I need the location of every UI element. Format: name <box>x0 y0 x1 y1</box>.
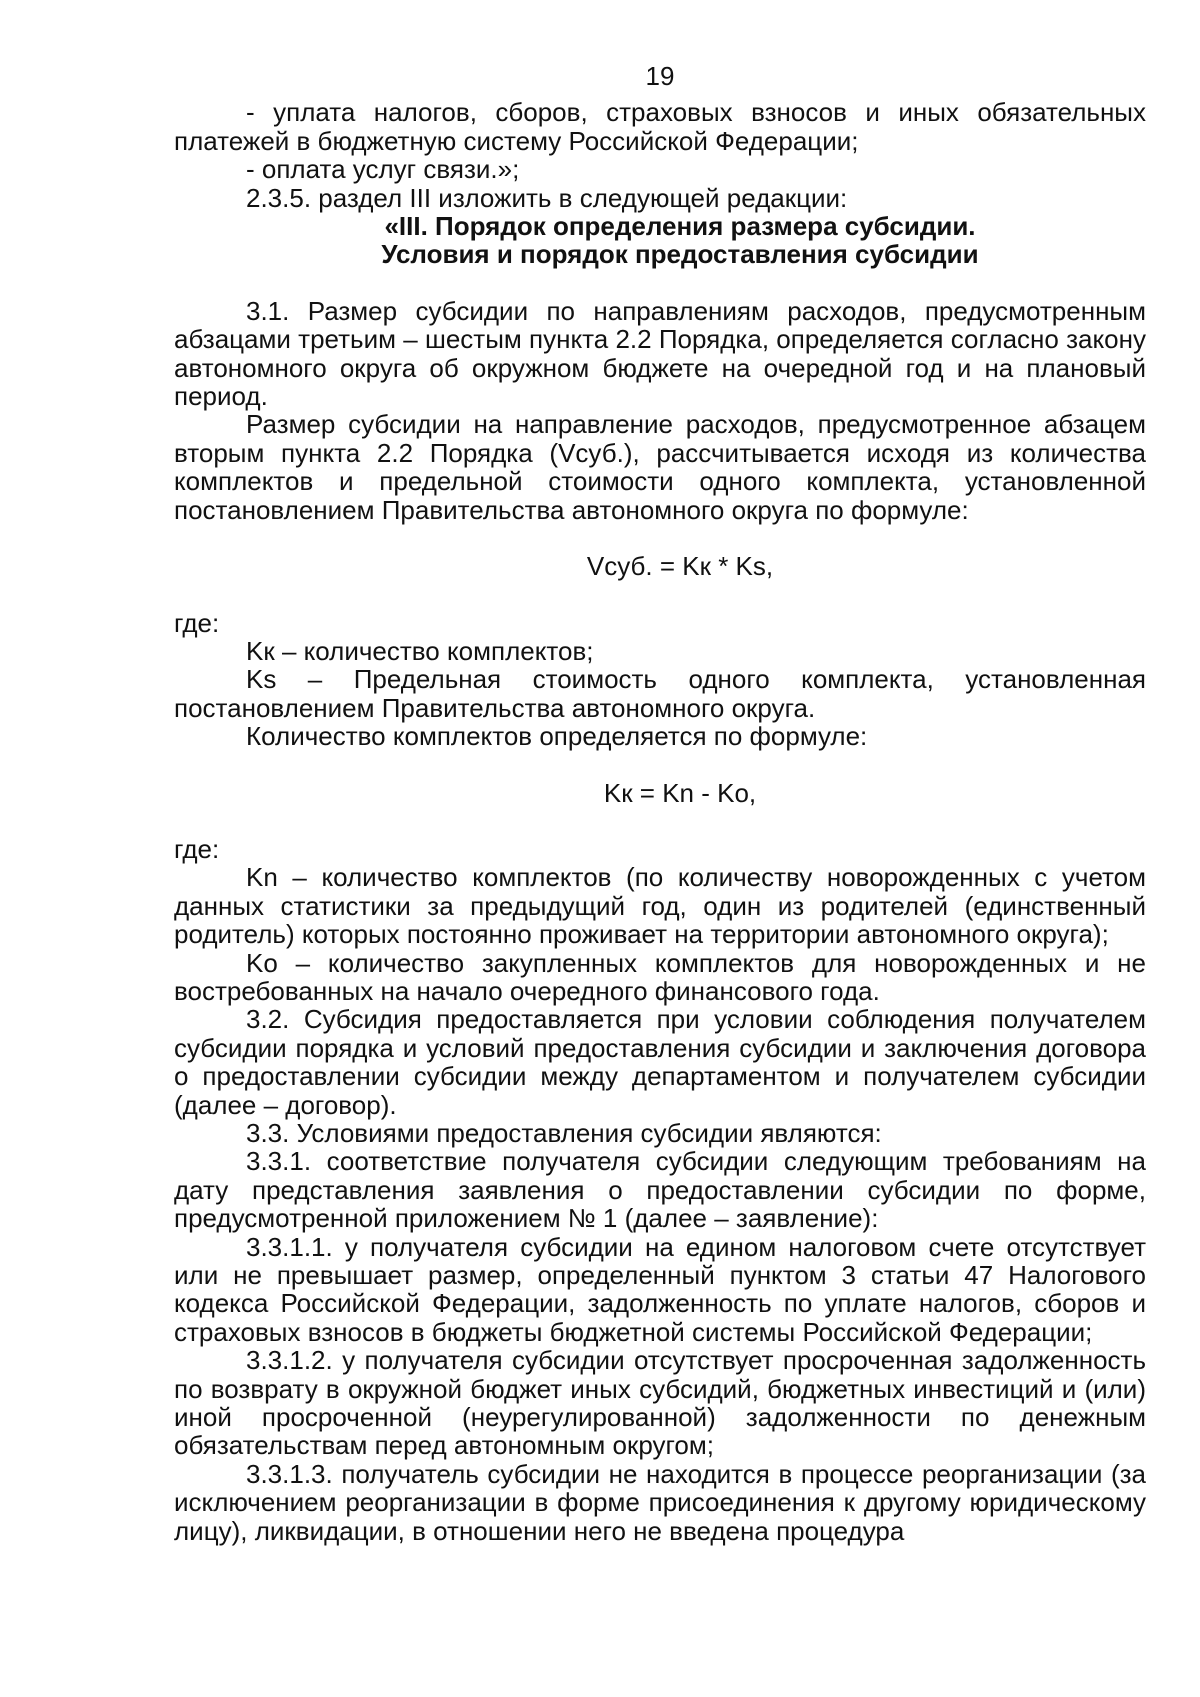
formula: Vсуб. = Kк * Ks, <box>586 551 774 582</box>
paragraph: 3.1. Размер субсидии по направлениям расходов, предусмотренным абзацами третьим – шестым пункта 2.2 Порядка, определяется согласно закону автономного округа об окружном бюджете на очередной год и на плановый период. <box>174 295 1146 412</box>
paragraph: Размер субсидии на направление расходов, предусмотренное абзацем вторым пункта 2.2 Порядка (Vсуб.), рассчитывается исходя из количества комплектов и предельной стоимости одного комплекта, установленной постановлением Правительства автономного округа по формуле: <box>174 409 1146 525</box>
section-heading-line-1: «III. Порядок определения размера субсидии. <box>384 211 976 242</box>
paragraph: 3.2. Субсидия предоставляется при условии соблюдения получателем субсидии порядка и условий предоставления субсидии и заключения договора о предоставлении субсидии между департаментом и получателем субсидии (далее – договор). <box>174 1004 1146 1120</box>
where-label: где: <box>174 607 220 638</box>
paragraph: - уплата налогов, сборов, страховых взносов и иных обязательных платежей в бюджетную систему Российской Федерации; <box>174 97 1146 156</box>
paragraph: 3.3.1.1. у получателя субсидии на едином налоговом счете отсутствует или не превышает размер, определенный пунктом 3 статьи 47 Налогового кодекса Российской Федерации, задолженность по уплате налогов, сборов и страховых взносов в бюджеты бюджетной системы Российской Федерации; <box>174 1231 1146 1347</box>
paragraph: 2.3.5. раздел III изложить в следующей редакции: <box>246 182 848 213</box>
paragraph: Ks – Предельная стоимость одного комплекта, установленная постановлением Правительства автономного округа. <box>174 664 1146 723</box>
paragraph: - оплата услуг связи.»; <box>246 154 520 185</box>
paragraph: 3.3. Условиями предоставления субсидии являются: <box>246 1118 882 1148</box>
paragraph: 3.3.1.2. у получателя субсидии отсутствует просроченная задолженность по возврату в окружной бюджет иных субсидий, бюджетных инвестиций и (или) иной просроченной (неурегулированной) задолженности по денежным обязательствам перед автономным округом; <box>174 1345 1146 1461</box>
section-heading-line-2: Условия и порядок предоставления субсидии <box>381 239 979 270</box>
where-label: где: <box>174 833 220 864</box>
paragraph: Kк – количество комплектов; <box>246 635 594 666</box>
paragraph: Kn – количество комплектов (по количеству новорожденных с учетом данных статистики за предыдущий год, один из родителей (единственный родитель) которых постоянно проживает на территории автономного округа); <box>174 862 1146 950</box>
paragraph: 3.3.1. соответствие получателя субсидии следующим требованиям на дату представления заявления о предоставлении субсидии по форме, предусмотренной приложением № 1 (далее – заявление): <box>174 1146 1146 1234</box>
formula: Kк = Kn - Ko, <box>603 777 757 808</box>
page-number: 19 <box>645 61 675 91</box>
paragraph: 3.3.1.3. получатель субсидии не находится в процессе реорганизации (за исключением реорганизации в форме присоединения к другому юридическому лицу), ликвидации, в отношении него не введена процедура <box>174 1458 1146 1546</box>
paragraph: Количество комплектов определяется по формуле: <box>246 721 868 752</box>
document-page <box>174 62 1146 1545</box>
paragraph: Ko – количество закупленных комплектов для новорожденных и не востребованных на начало очередного финансового года. <box>174 947 1146 1006</box>
